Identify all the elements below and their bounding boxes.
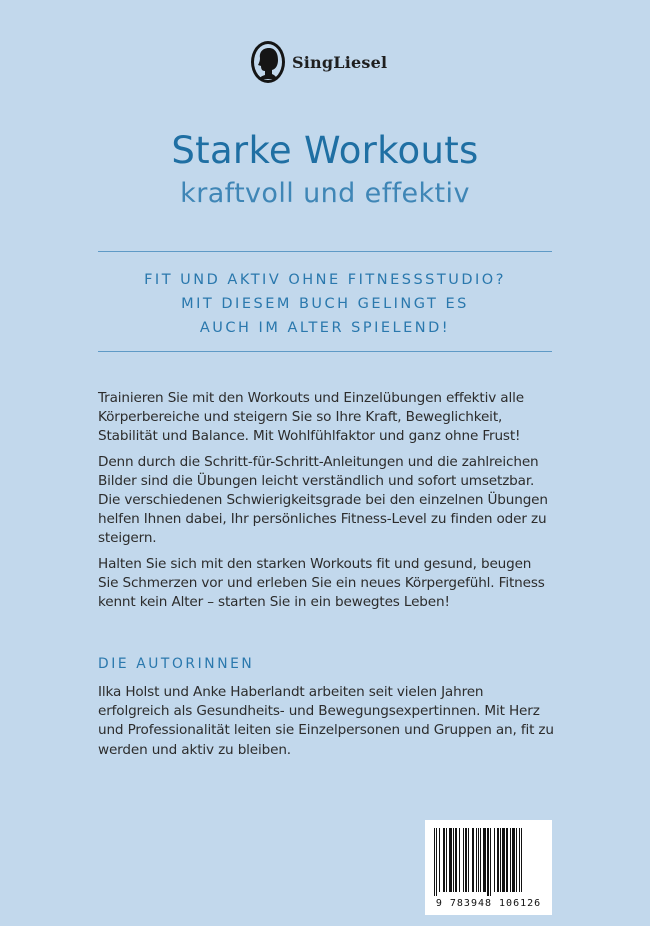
tagline-line: AUCH IM ALTER SPIELEND! [199, 320, 451, 336]
blurb [98, 389, 554, 618]
tagline-line: FIT UND AKTIV OHNE FITNESSSTUDIO? [144, 272, 506, 288]
blurb-paragraph: Denn durch die Schritt-für-Schritt-Anleitungen und die zahlreichen Bilder sind die Übungen leicht verständlich und sofort umsetzbar. Die verschiedenen Schwierigkeitsgrade bei den einzelnen Übungen helfen Ihnen dabei, Ihr persönliches Fitness-Level zu finden oder zu steigern. [98, 453, 548, 547]
blurb-paragraph: Trainieren Sie mit den Workouts und Einzelübungen effektiv alle Körperbereiche und steigern Sie so Ihre Kraft, Beweglichkeit, Stabilität und Balance. Mit Wohlfühlfaktor und ganz ohne Frust! [98, 390, 524, 445]
isbn-barcode [425, 820, 552, 915]
divider-top [98, 251, 552, 252]
tagline-line: MIT DIESEM BUCH GELINGT ES [181, 296, 469, 312]
authors-text: Ilka Holst und Anke Haberlandt arbeiten seit vielen Jahren erfolgreich als Gesundheits- und Bewegungsexpertinnen. Mit Herz und Professionalität leiten sie Einzelpersonen und Gruppen an, fit zu werden und aktiv zu bleiben. [98, 684, 554, 758]
isbn-digits: 9 783948 106126 [435, 898, 542, 909]
authors-heading: DIE AUTORINNEN [98, 656, 255, 672]
singliesel-silhouette-icon [250, 40, 286, 84]
publisher-logo [250, 40, 387, 84]
book-title: Starke Workouts [171, 129, 479, 172]
blurb-paragraph: Halten Sie sich mit den starken Workouts fit und gesund, beugen Sie Schmerzen vor und erleben Sie ein neues Körpergefühl. Fitness kennt kein Alter – starten Sie in ein bewegtes Leben! [98, 555, 545, 611]
book-subtitle: kraftvoll und effektiv [180, 178, 470, 209]
tagline [0, 268, 650, 340]
barcode-bars [434, 828, 543, 896]
brand-name: SingLiesel [292, 52, 388, 72]
divider-bottom [98, 351, 552, 352]
